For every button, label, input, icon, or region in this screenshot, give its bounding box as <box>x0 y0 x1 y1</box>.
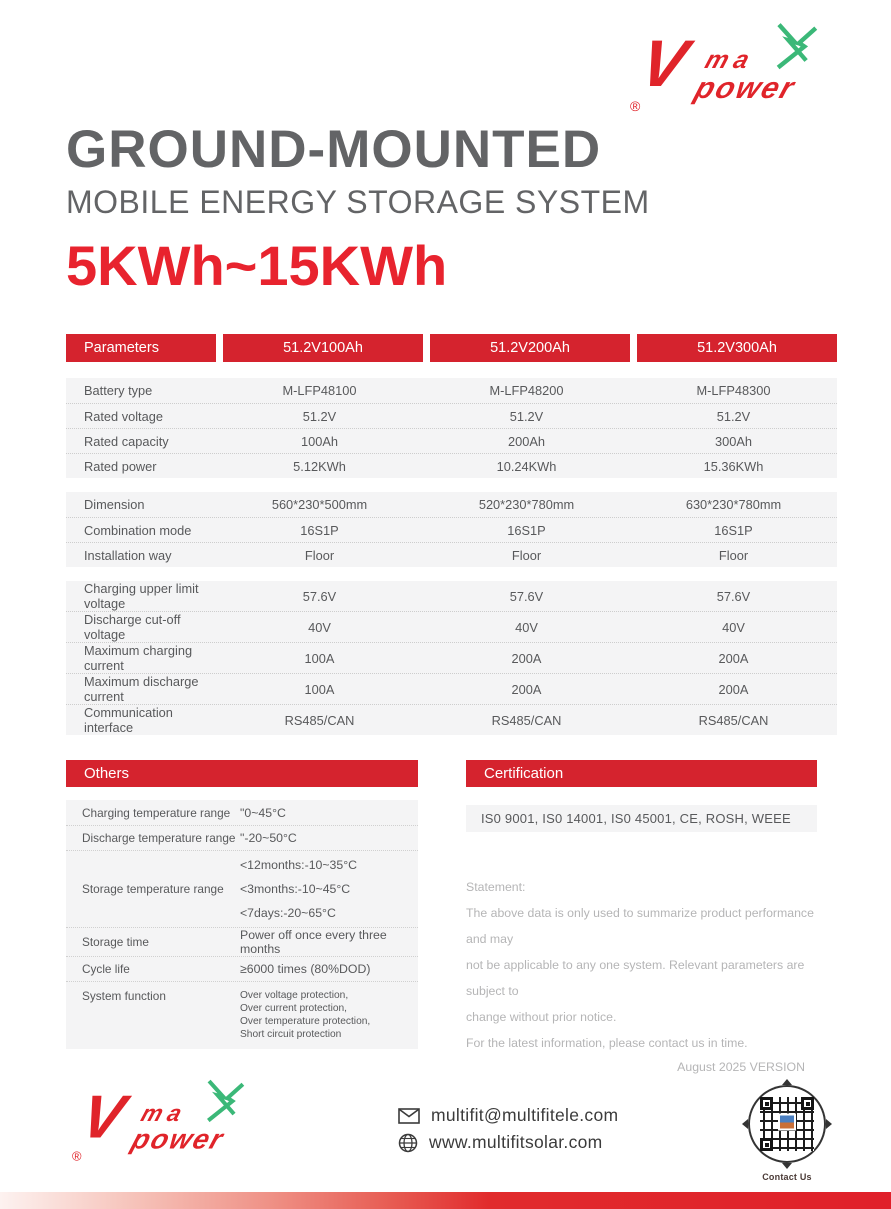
spec-cell: 200A <box>718 650 749 666</box>
spec-row-label: Communication interface <box>84 705 173 735</box>
spec-cell: 100A <box>304 650 335 666</box>
others-row-label: Charging temperature range <box>82 805 231 820</box>
logo-power-text: power <box>690 72 800 105</box>
spec-cell: M-LFP48100 <box>282 383 357 398</box>
spec-row-label: Dimension <box>84 497 145 512</box>
spec-row-label: Maximum discharge current <box>84 674 199 704</box>
table-row <box>66 403 837 428</box>
others-cell: Power off once every three months <box>240 928 387 956</box>
logo-ma-text: ma <box>137 1100 191 1127</box>
column-header-model3: 51.2V300Ah <box>637 334 837 362</box>
others-cell <box>240 853 357 925</box>
logo-v-letter: V <box>634 26 694 100</box>
spec-cell: Floor <box>718 547 749 563</box>
spec-cell: 100Ah <box>300 433 338 449</box>
spec-cell: 16S1P <box>714 522 753 538</box>
spec-cell: 57.6V <box>509 588 544 604</box>
system-function-line: Over voltage protection, <box>240 990 349 1001</box>
email-link[interactable]: multifit@multifitele.com <box>431 1105 619 1125</box>
title-block <box>66 120 650 297</box>
qr-frame-arrow <box>826 1119 832 1129</box>
spec-cell: 51.2V <box>302 408 337 424</box>
spec-cell: 560*230*500mm <box>271 497 368 512</box>
system-function-line: Over current protection, <box>240 1003 348 1014</box>
spec-cell: 520*230*780mm <box>478 497 575 512</box>
globe-icon <box>398 1133 418 1153</box>
spec-cell: Floor <box>304 547 335 563</box>
envelope-icon <box>398 1108 420 1124</box>
others-row-label: Storage time <box>82 935 149 949</box>
spec-cell: M-LFP48200 <box>489 383 564 398</box>
spec-table <box>66 334 837 735</box>
spec-group-electrical <box>66 581 837 735</box>
statement-block <box>466 874 817 1056</box>
logo-power-text: power <box>127 1124 229 1155</box>
spec-cell: 10.24KWh <box>496 458 557 474</box>
qr-caption: Contact Us <box>762 1172 812 1182</box>
spec-cell: 40V <box>308 619 331 635</box>
table-row <box>66 825 418 850</box>
lightning-x-icon <box>196 1079 248 1131</box>
storage-temp-line: <3months:-10~45°C <box>240 882 351 896</box>
statement-line: The above data is only used to summarize product performance and may <box>466 906 814 946</box>
spec-row-label: Installation way <box>84 547 172 563</box>
spec-row-label: Rated capacity <box>84 433 169 449</box>
email-row <box>398 1102 618 1129</box>
others-cell <box>240 989 370 1041</box>
spec-cell: 16S1P <box>507 522 546 538</box>
table-row <box>66 927 418 956</box>
spec-row-label: Charging upper limit voltage <box>84 581 199 611</box>
registered-trademark-symbol: ® <box>72 1148 82 1164</box>
spec-cell: 200A <box>718 681 749 697</box>
brand-logo-footer <box>72 1082 261 1165</box>
spec-cell: RS485/CAN <box>491 712 562 728</box>
others-table <box>66 800 418 1049</box>
spec-table-header <box>66 334 837 362</box>
qr-center-logo <box>780 1115 794 1128</box>
spec-group-mechanical <box>66 492 837 567</box>
qr-finder-pattern <box>801 1097 814 1110</box>
statement-line: change without prior notice. <box>466 1010 617 1024</box>
spec-cell: 200A <box>511 681 542 697</box>
spec-cell: 57.6V <box>716 588 751 604</box>
qr-code <box>760 1097 814 1151</box>
spec-cell: 40V <box>515 619 538 635</box>
qr-frame-arrow <box>782 1079 792 1085</box>
website-link[interactable]: www.multifitsolar.com <box>429 1132 603 1152</box>
storage-temp-line: <7days:-20~65°C <box>240 906 336 920</box>
qr-frame-arrow <box>782 1163 792 1169</box>
column-header-parameters: Parameters <box>66 334 216 362</box>
spec-row-label: Rated power <box>84 458 157 474</box>
certification-list: IS0 9001, IS0 14001, IS0 45001, CE, ROSH, WEEE <box>466 805 817 832</box>
brand-logo <box>630 26 835 116</box>
spec-cell: RS485/CAN <box>284 712 355 728</box>
table-row <box>66 492 837 517</box>
lightning-x-icon <box>765 22 821 78</box>
table-row <box>66 981 418 1049</box>
spec-cell: M-LFP48300 <box>696 383 771 398</box>
table-row <box>66 850 418 927</box>
bottom-accent-bar <box>0 1192 891 1209</box>
qr-frame-arrow <box>742 1119 748 1129</box>
version-label: August 2025 VERSION <box>677 1060 805 1074</box>
table-row <box>66 956 418 981</box>
table-row <box>66 428 837 453</box>
others-section-title: Others <box>66 760 418 787</box>
table-row <box>66 378 837 403</box>
others-cell: "0~45°C <box>240 805 286 820</box>
others-row-label: Cycle life <box>82 962 130 976</box>
spec-cell: 16S1P <box>300 522 339 538</box>
others-row-label: Discharge temperature range <box>82 831 236 845</box>
spec-cell: 51.2V <box>716 408 751 424</box>
spec-row-label: Maximum charging current <box>84 643 193 673</box>
table-row <box>66 542 837 567</box>
spec-row-label: Battery type <box>84 383 153 398</box>
page-title: GROUND-MOUNTED <box>66 120 602 179</box>
statement-line: For the latest information, please contact us in time. <box>466 1036 748 1050</box>
others-section <box>66 760 418 1049</box>
qr-finder-pattern <box>760 1097 773 1110</box>
certification-section <box>466 760 817 1074</box>
spec-row-label: Rated voltage <box>84 408 163 424</box>
column-header-model2: 51.2V200Ah <box>430 334 630 362</box>
table-row <box>66 453 837 478</box>
spec-row-label: Discharge cut-off voltage <box>84 612 181 642</box>
spec-group-battery <box>66 378 837 478</box>
statement-heading: Statement: <box>466 880 526 894</box>
spec-cell: 200Ah <box>507 433 545 449</box>
table-row <box>66 704 837 735</box>
spec-cell: 15.36KWh <box>703 458 764 474</box>
system-function-line: Short circuit protection <box>240 1029 342 1040</box>
spec-row-label: Combination mode <box>84 522 192 538</box>
spec-cell: 57.6V <box>302 588 337 604</box>
others-cell: "-20~50°C <box>240 831 297 845</box>
table-row <box>66 581 837 611</box>
capacity-range: 5KWh~15KWh <box>66 234 448 297</box>
spec-cell: 51.2V <box>509 408 544 424</box>
column-header-model1: 51.2V100Ah <box>223 334 423 362</box>
spec-cell: 5.12KWh <box>293 458 346 474</box>
storage-temp-line: <12months:-10~35°C <box>240 858 358 872</box>
logo-v-letter: V <box>75 1082 131 1151</box>
spec-cell: 300Ah <box>714 433 752 449</box>
spec-cell: RS485/CAN <box>698 712 769 728</box>
logo-ma-text: ma <box>701 46 759 74</box>
statement-line: not be applicable to any one system. Relevant parameters are subject to <box>466 958 805 998</box>
qr-finder-pattern <box>760 1138 773 1151</box>
website-row <box>398 1129 618 1156</box>
spec-cell: Floor <box>511 547 542 563</box>
others-cell: ≥6000 times (80%DOD) <box>240 962 371 976</box>
table-row <box>66 642 837 673</box>
spec-cell: 200A <box>511 650 542 666</box>
system-function-line: Over temperature protection, <box>240 1016 371 1027</box>
others-row-label: Storage temperature range <box>82 882 224 896</box>
certification-section-title: Certification <box>466 760 817 787</box>
table-row <box>66 673 837 704</box>
table-row <box>66 517 837 542</box>
spec-cell: 40V <box>722 619 745 635</box>
qr-decorative-frame <box>745 1082 829 1166</box>
spec-cell: 100A <box>304 681 335 697</box>
others-row-label: System function <box>82 989 166 1003</box>
table-row <box>66 800 418 825</box>
registered-trademark-symbol: ® <box>630 98 641 114</box>
page-subtitle: MOBILE ENERGY STORAGE SYSTEM <box>66 184 650 220</box>
spec-cell: 630*230*780mm <box>685 497 782 512</box>
table-row <box>66 611 837 642</box>
footer-contact <box>398 1102 618 1156</box>
qr-block <box>742 1082 832 1182</box>
